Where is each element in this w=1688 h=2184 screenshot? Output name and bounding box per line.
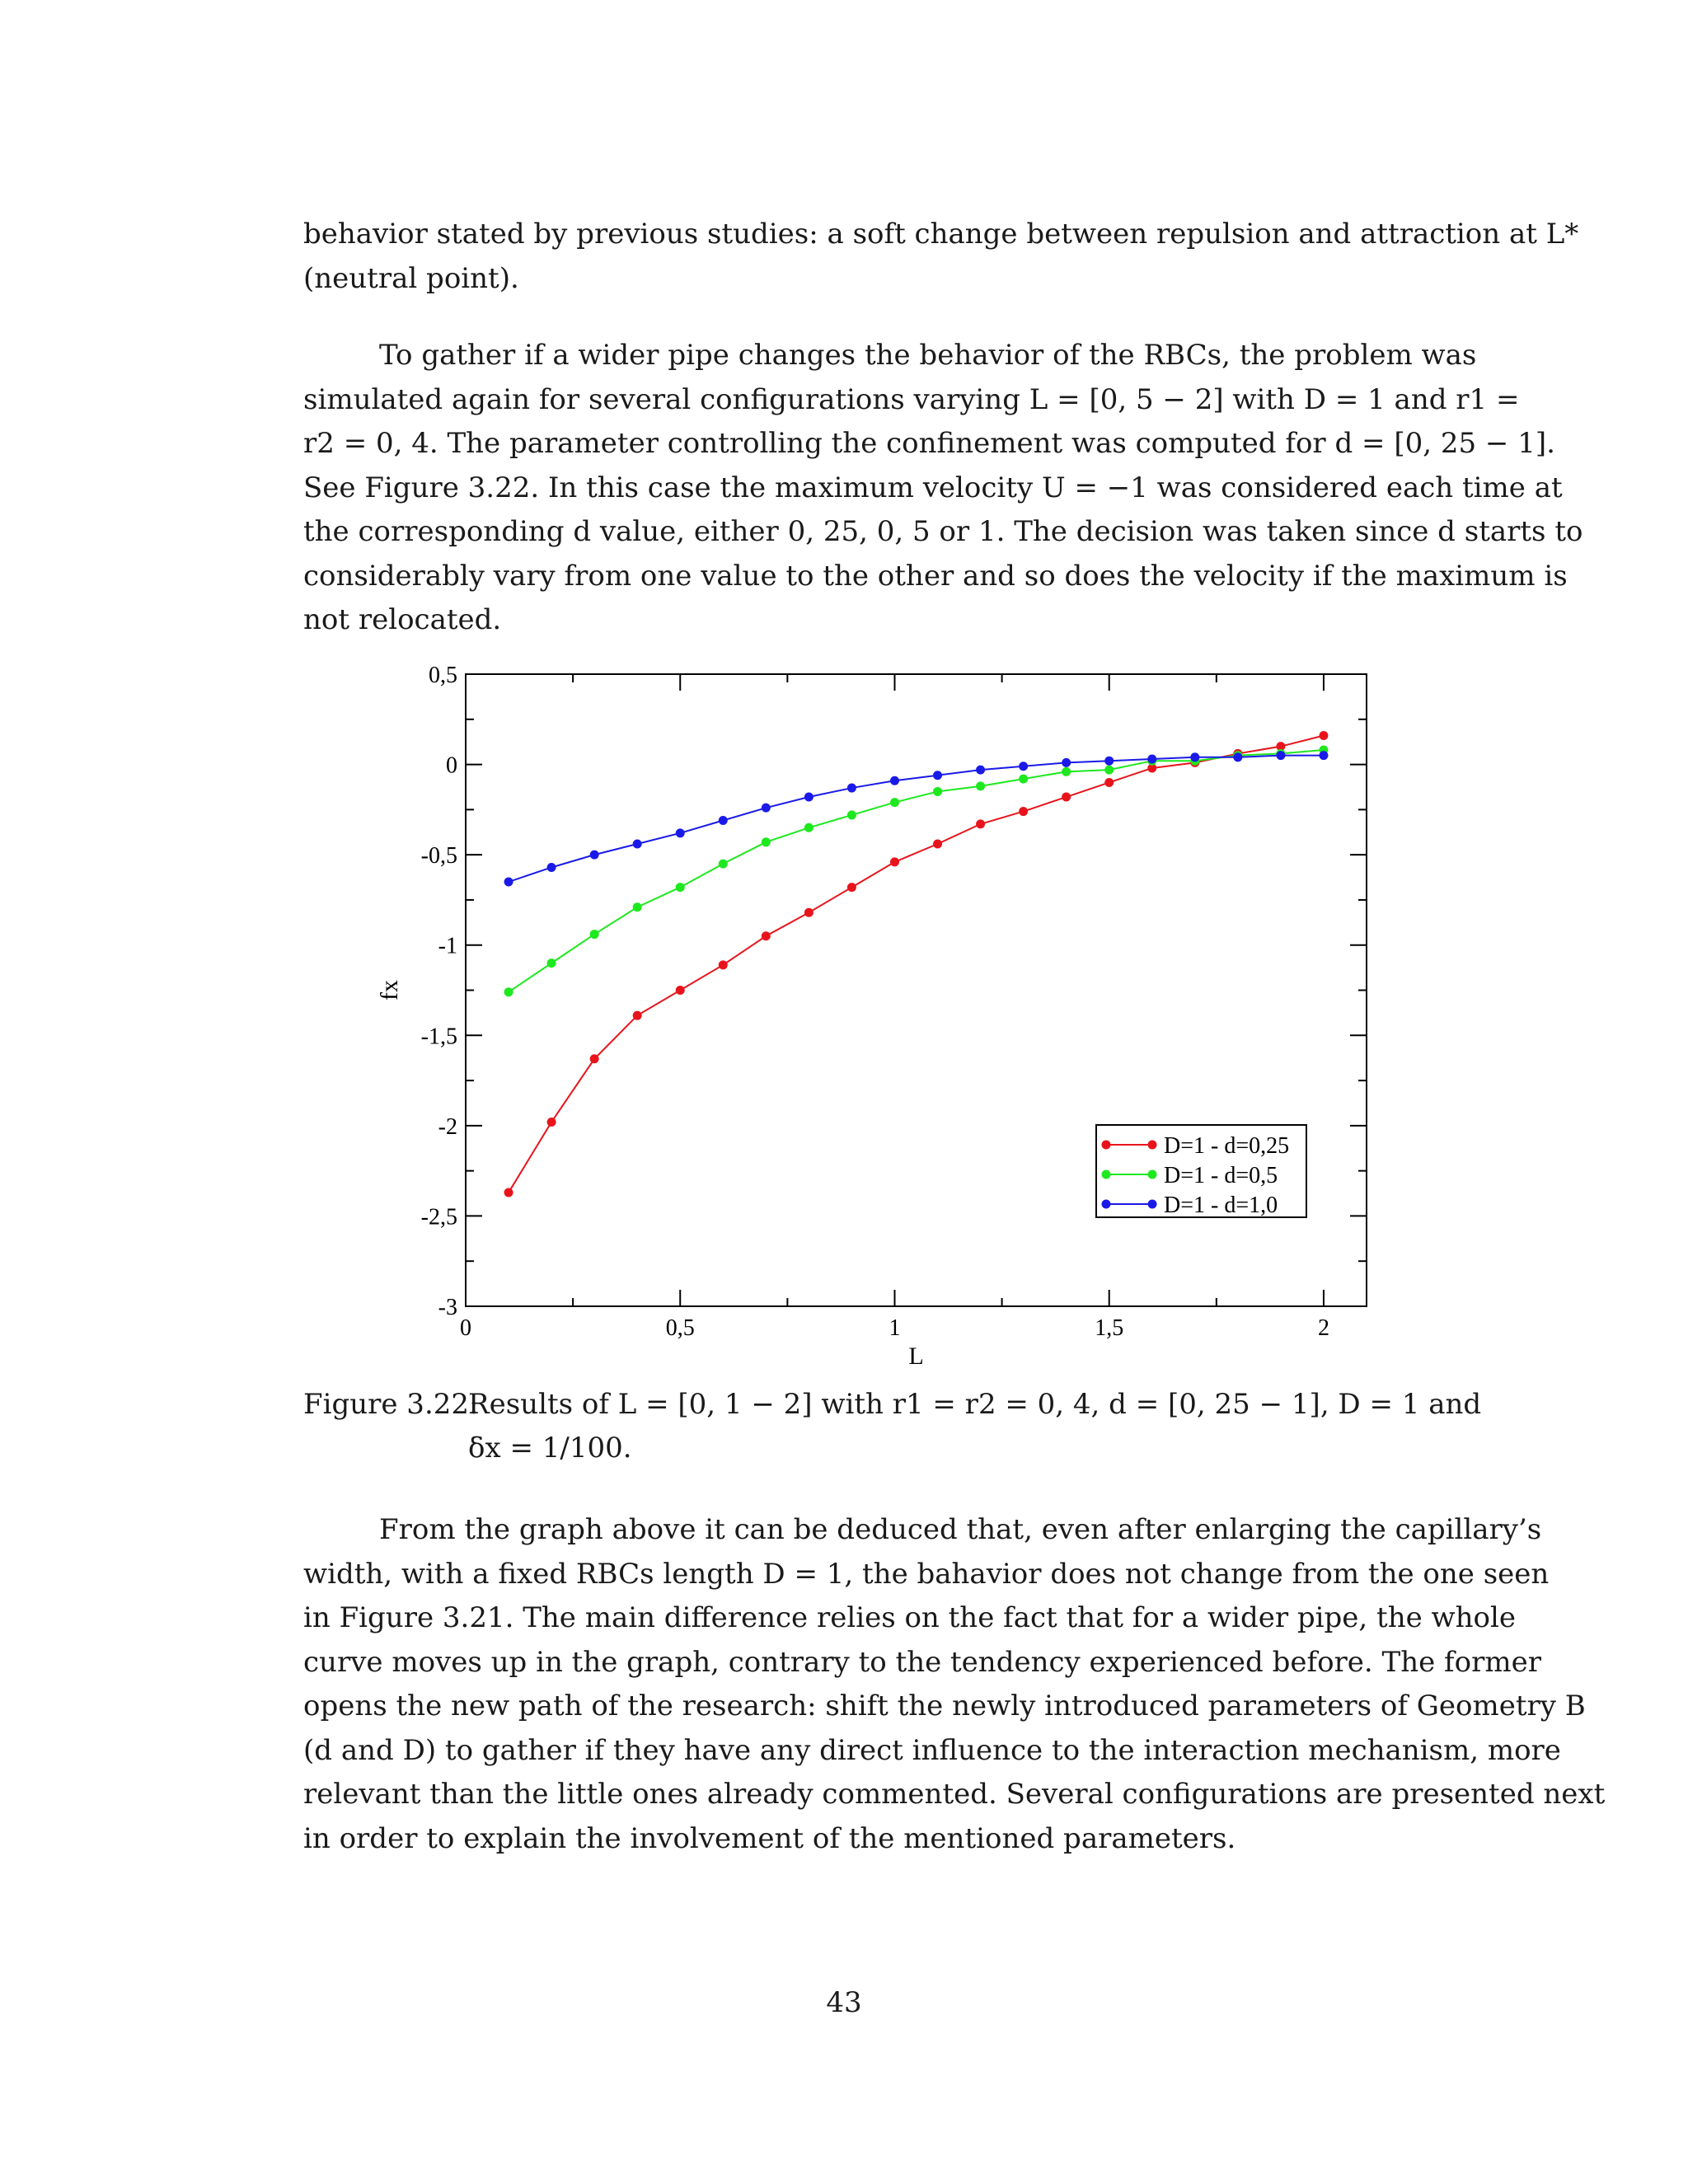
caption-label: Figure 3.22: xyxy=(303,1388,479,1421)
paragraph-discussion xyxy=(303,1508,1606,1861)
legend-marker xyxy=(1148,1200,1157,1209)
data-point xyxy=(847,784,856,793)
text-line: considerably vary from one value to the other and so does the velocity if the maximum is xyxy=(303,559,1568,593)
caption-text: Results of L = [0, 1 − 2] with r1 = r2 = 0, 4, d = [0, 25 − 1], D = 1 and xyxy=(468,1388,1482,1421)
text-line: (neutral point). xyxy=(303,261,519,295)
x-tick-label: 0 xyxy=(460,1315,471,1341)
text-line: width, with a fixed RBCs length D = 1, the bahavior does not change from the one seen xyxy=(303,1557,1550,1591)
data-point xyxy=(590,1054,599,1063)
text-line: relevant than the little ones already commented. Several configurations are presented next xyxy=(303,1778,1606,1811)
y-tick-label: 0,5 xyxy=(429,663,457,688)
page-number: 43 xyxy=(826,1986,862,2019)
data-point xyxy=(676,883,685,892)
data-point xyxy=(847,810,856,819)
series-line xyxy=(509,750,1324,992)
legend-entry: D=1 - d=0,5 xyxy=(1164,1163,1278,1188)
legend-marker xyxy=(1148,1170,1157,1179)
data-point xyxy=(676,828,685,837)
data-point xyxy=(804,793,814,802)
data-point xyxy=(1019,775,1028,784)
data-point xyxy=(1319,731,1328,740)
text-line: (d and D) to gather if they have any direct influence to the interaction mechanism, more xyxy=(303,1733,1561,1767)
paragraph-simulation xyxy=(303,334,1583,643)
data-point xyxy=(1276,751,1285,760)
series-line xyxy=(509,736,1324,1193)
data-point xyxy=(590,851,599,860)
text-line: in order to explain the involvement of the mentioned parameters. xyxy=(303,1821,1236,1855)
y-tick-label: -3 xyxy=(438,1295,457,1320)
y-tick-label: -1,5 xyxy=(420,1024,457,1050)
data-point xyxy=(504,878,513,887)
data-point xyxy=(976,819,985,828)
text-line: opens the new path of the research: shift the newly introduced parameters of Geometry B xyxy=(303,1690,1586,1722)
data-point xyxy=(1104,766,1114,775)
fx-vs-L-chart xyxy=(363,651,1385,1376)
data-point xyxy=(1062,767,1071,776)
series-line xyxy=(509,756,1324,882)
text-line: curve moves up in the graph, contrary to the tendency experienced before. The former xyxy=(303,1645,1541,1679)
y-tick-label: -2 xyxy=(438,1113,457,1140)
paragraph-intro xyxy=(303,213,1579,301)
y-axis-label: fx xyxy=(376,980,403,1001)
data-point xyxy=(1019,762,1028,771)
data-point xyxy=(590,930,599,939)
data-point xyxy=(504,987,513,996)
x-axis-label: L xyxy=(908,1343,924,1370)
data-point xyxy=(547,863,556,872)
data-point xyxy=(719,816,728,825)
text-line: behavior stated by previous studies: a soft change between repulsion and attraction at L* xyxy=(303,218,1579,251)
legend-entry: D=1 - d=1,0 xyxy=(1164,1193,1278,1218)
data-point xyxy=(890,776,899,785)
x-tick-label: 2 xyxy=(1317,1315,1329,1341)
data-point xyxy=(1147,754,1156,763)
legend-marker xyxy=(1102,1141,1111,1150)
data-point xyxy=(762,931,771,940)
data-point xyxy=(976,766,985,775)
data-point xyxy=(676,986,685,995)
x-tick-label: 1 xyxy=(889,1315,901,1341)
data-point xyxy=(933,771,942,780)
text-line: See Figure 3.22. In this case the maximum velocity U = −1 was considered each time at xyxy=(303,471,1563,504)
legend-entry: D=1 - d=0,25 xyxy=(1164,1133,1290,1159)
y-tick-label: -0,5 xyxy=(420,843,457,869)
text-line: To gather if a wider pipe changes the behavior of the RBCs, the problem was xyxy=(379,339,1477,372)
data-point xyxy=(1233,752,1242,762)
text-line: r2 = 0, 4. The parameter controlling the confinement was computed for d = [0, 25 − 1]. xyxy=(303,427,1555,460)
data-point xyxy=(547,1118,556,1127)
legend-marker xyxy=(1102,1170,1111,1179)
text-line: the corresponding d value, either 0, 25, 0, 5 or 1. The decision was taken since d starts to xyxy=(303,515,1583,548)
data-point xyxy=(719,960,728,969)
x-tick-label: 1,5 xyxy=(1095,1315,1124,1341)
data-point xyxy=(1062,793,1071,802)
data-point xyxy=(933,839,942,848)
text-line: not relocated. xyxy=(303,603,502,636)
data-point xyxy=(762,804,771,813)
data-point xyxy=(719,860,728,869)
data-point xyxy=(1190,752,1199,762)
data-point xyxy=(504,1188,513,1197)
data-point xyxy=(1104,757,1114,766)
data-point xyxy=(847,883,856,892)
data-point xyxy=(804,908,814,917)
y-tick-label: -2,5 xyxy=(420,1204,457,1230)
text-line: From the graph above it can be deduced that, even after enlarging the capillary’s xyxy=(379,1513,1542,1546)
text-line: simulated again for several configurations varying L = [0, 5 − 2] with D = 1 and r1 = xyxy=(303,382,1520,416)
data-point xyxy=(890,798,899,807)
data-point xyxy=(933,787,942,796)
data-point xyxy=(976,781,985,790)
x-tick-label: 0,5 xyxy=(665,1315,695,1341)
caption-text: δx = 1/100. xyxy=(468,1432,632,1465)
y-tick-label: -1 xyxy=(438,933,457,959)
data-point xyxy=(1319,751,1328,760)
data-point xyxy=(1104,778,1114,787)
data-point xyxy=(547,958,556,968)
legend-marker xyxy=(1102,1200,1111,1209)
legend-marker xyxy=(1148,1141,1157,1150)
y-tick-label: 0 xyxy=(446,752,457,779)
data-point xyxy=(762,837,771,846)
data-point xyxy=(633,1011,642,1020)
data-point xyxy=(1062,758,1071,767)
data-point xyxy=(804,823,814,832)
data-point xyxy=(633,902,642,912)
data-point xyxy=(633,839,642,848)
text-line: in Figure 3.21. The main difference relies on the fact that for a wider pipe, the whole xyxy=(303,1601,1516,1634)
data-point xyxy=(890,857,899,866)
data-point xyxy=(1019,807,1028,816)
